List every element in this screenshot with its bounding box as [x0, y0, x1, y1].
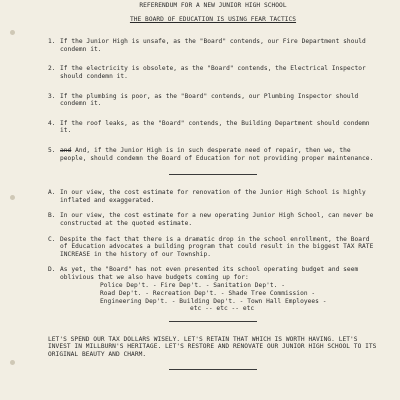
closing-paragraph: LET'S SPEND OUR TAX DOLLARS WISELY. LET'S RETAIN THAT WHICH IS WORTH HAVING. LET'S INVEST IN MILLBURN'S HERITAGE. LET'S RESTORE AND RENOVATE OUR JUNIOR HIGH SCHOOL TO ITS ORIGINAL BEAUTY AND CHARM.	[48, 335, 377, 359]
item-letter: C.	[48, 235, 56, 243]
item-text: And, if the Junior High is in such desperate need of repair, then we, the people, should condemn the Board of Education for not providing proper maintenance.	[60, 146, 374, 162]
struck-word: and	[60, 146, 72, 154]
item-text: If the electricity is obsolete, as the "Board" contends, the Electrical Inspector should condemn it.	[60, 65, 366, 80]
item-letter: B.	[48, 212, 56, 220]
document-subtitle: THE BOARD OF EDUCATION IS USING FEAR TACTICS	[129, 15, 297, 23]
item-number: 4.	[48, 119, 56, 127]
item-text: Despite the fact that there is a dramatic drop in the school enrollment, the Board of Education advocates a building program that could result in the biggest TAX RATE INCREASE in the history of our Township.	[60, 235, 374, 258]
department-line: Engineering Dep't. - Building Dep't. - Town Hall Employees -	[100, 297, 327, 305]
document-title: REFERENDUM FOR A NEW JUNIOR HIGH SCHOOL	[139, 2, 287, 9]
numbered-item	[48, 147, 378, 162]
item-number: 5.	[48, 146, 56, 154]
item-number: 1.	[48, 38, 56, 46]
item-text: In our view, the cost estimate for renovation of the Junior High School is highly inflated and exaggerated.	[60, 189, 366, 204]
item-text: In our view, the cost estimate for a new operating Junior High School, can never be constructed at the quoted estimate.	[60, 212, 374, 227]
item-text: If the plumbing is poor, as the "Board" contends, our Plumbing Inspector should condemn it.	[60, 92, 359, 108]
punch-hole	[10, 30, 15, 35]
separator-line	[169, 321, 257, 322]
numbered-item	[48, 120, 378, 135]
department-line: etc -- etc -- etc	[190, 305, 255, 313]
numbered-item	[48, 38, 378, 53]
item-text-container	[60, 266, 378, 313]
item-text: If the roof leaks, as the "Board" contends, the Building Department should condemn it.	[60, 119, 370, 135]
lettered-item	[48, 266, 378, 313]
department-line: Road Dep't. - Recreation Dep't. - Shade Tree Commission -	[100, 290, 316, 298]
department-list	[100, 282, 378, 312]
item-number: 3.	[48, 92, 56, 100]
numbered-item	[48, 93, 378, 108]
punch-hole	[10, 195, 15, 200]
department-line: Police Dep't. - Fire Dep't. - Sanitation Dep't. -	[100, 282, 285, 290]
lettered-item	[48, 212, 378, 227]
lettered-item	[48, 189, 378, 204]
item-text-container	[60, 147, 378, 162]
item-text: If the Junior High is unsafe, as the "Board" contends, our Fire Department should condemn it.	[60, 38, 366, 53]
lettered-item	[48, 236, 378, 259]
numbered-item	[48, 65, 378, 80]
item-number: 2.	[48, 65, 56, 73]
item-letter: D.	[48, 266, 56, 274]
item-letter: A.	[48, 189, 56, 197]
separator-line	[169, 369, 257, 370]
separator-line	[169, 174, 257, 175]
item-text: As yet, the "Board" has not even presented its school operating budget and seem oblivious that we also have budgets coming up for:	[60, 266, 359, 281]
punch-hole	[10, 360, 15, 365]
